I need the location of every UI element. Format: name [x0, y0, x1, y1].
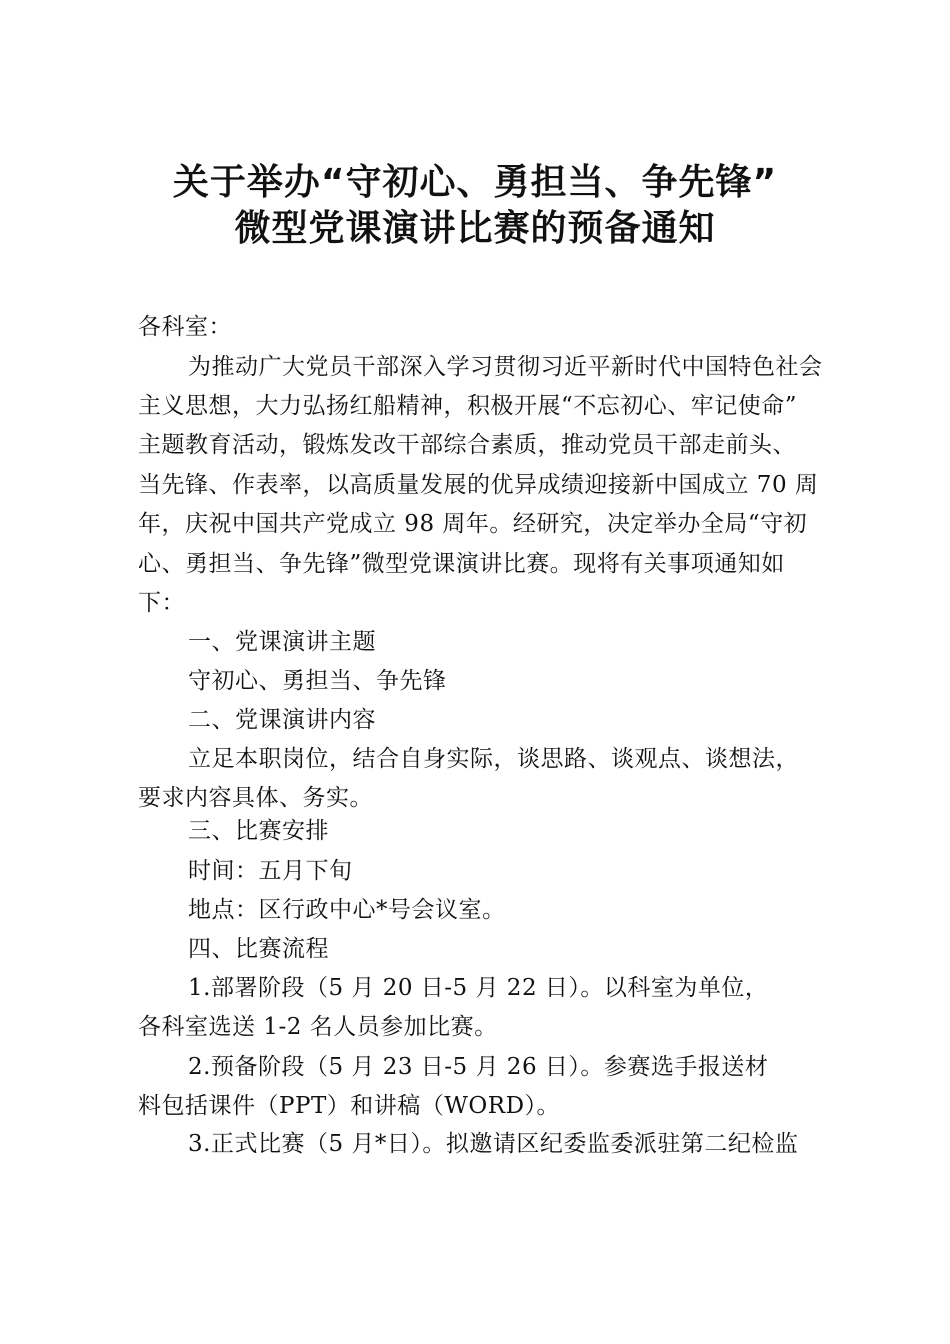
intro-line: 主义思想，大力弘扬红船精神，积极开展“不忘初心、牢记使命”: [138, 393, 798, 419]
intro-line: 为推动广大党员干部深入学习贯彻习近平新时代中国特色社会: [188, 354, 823, 380]
section-4-item-1-line: 1.部署阶段（5 月 20 日-5 月 22 日）。以科室为单位，: [188, 975, 769, 1001]
salutation: 各科室：: [138, 314, 232, 340]
section-3-heading: 三、比赛安排: [188, 818, 329, 844]
section-4-item-2-line: 料包括课件（PPT）和讲稿（WORD）。: [138, 1093, 561, 1119]
section-2-text-line: 立足本职岗位，结合自身实际，谈思路、谈观点、谈想法，: [188, 746, 799, 772]
intro-line: 下：: [138, 590, 185, 616]
intro-line: 主题教育活动，锻炼发改干部综合素质，推动党员干部走前头、: [138, 432, 796, 458]
section-3-place: 地点：区行政中心*号会议室。: [188, 897, 506, 923]
section-1-heading: 一、党课演讲主题: [188, 629, 376, 655]
section-3-time: 时间：五月下旬: [188, 858, 353, 884]
section-4-heading: 四、比赛流程: [188, 936, 329, 962]
section-1-text: 守初心、勇担当、争先锋: [188, 668, 447, 694]
section-4-item-3-line: 3.正式比赛（5 月*日）。拟邀请区纪委监委派驻第二纪检监: [188, 1131, 799, 1157]
section-2-text-line: 要求内容具体、务实。: [138, 785, 373, 811]
intro-line: 年，庆祝中国共产党成立 98 周年。经研究，决定举办全局“守初: [138, 511, 808, 537]
intro-line: 当先锋、作表率，以高质量发展的优异成绩迎接新中国成立 70 周: [138, 472, 819, 498]
section-2-heading: 二、党课演讲内容: [188, 707, 376, 733]
document-title-line-2: 微型党课演讲比赛的预备通知: [234, 208, 716, 249]
section-4-item-1-line: 各科室选送 1-2 名人员参加比赛。: [138, 1014, 498, 1040]
intro-line: 心、勇担当、争先锋”微型党课演讲比赛。现将有关事项通知如: [138, 551, 785, 577]
section-4-item-2-line: 2.预备阶段（5 月 23 日-5 月 26 日）。参赛选手报送材: [188, 1054, 769, 1080]
document-title-line-1: 关于举办“守初心、勇担当、争先锋”: [172, 162, 778, 203]
